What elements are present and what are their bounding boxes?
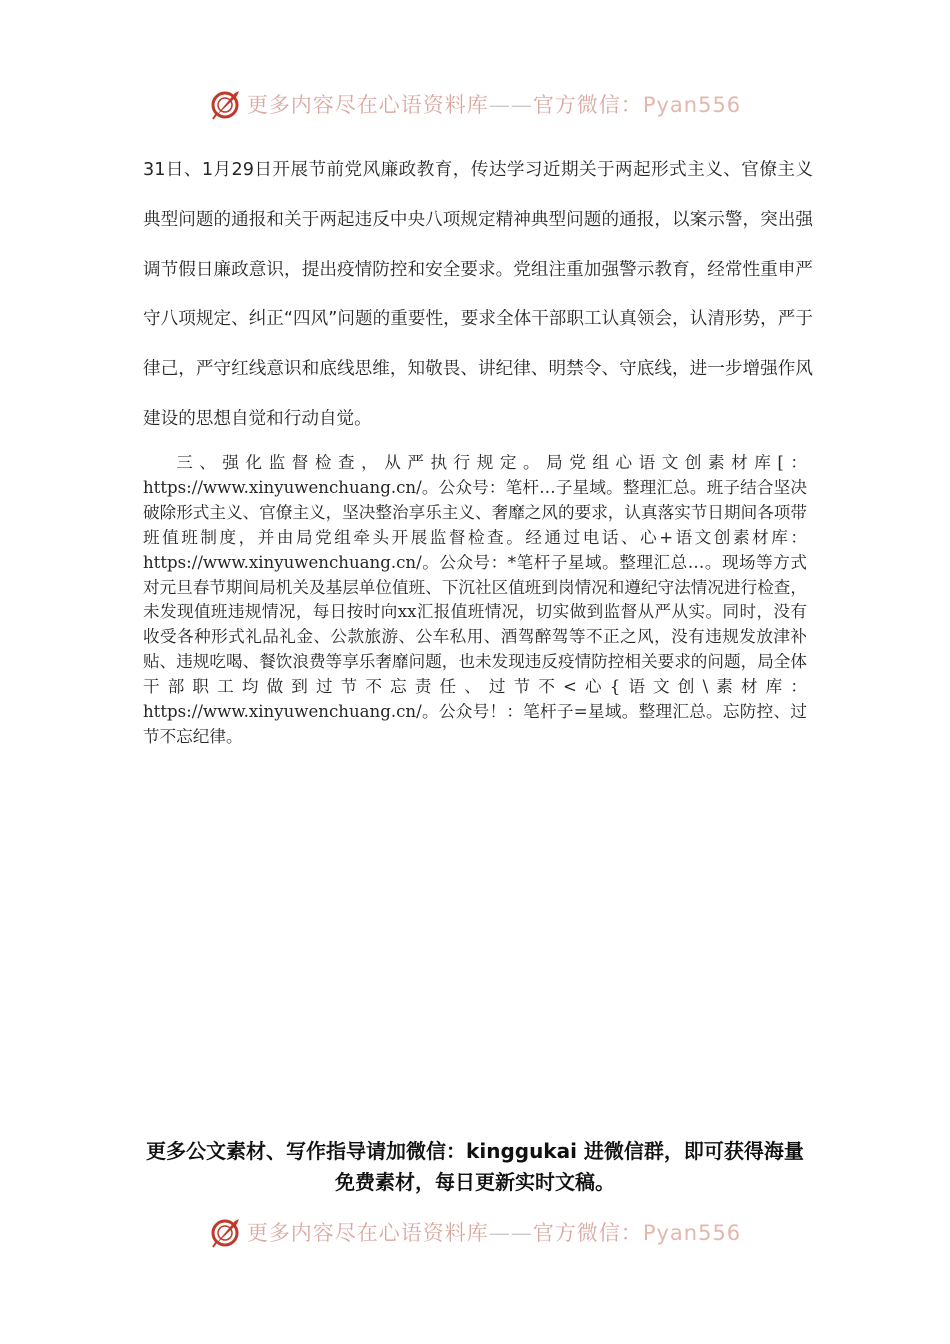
footer-account-id: Pyan556	[642, 1221, 742, 1245]
promo-text: 更多公文素材、写作指导请加微信：kinggukai 进微信群，即可获得海量免费素材，每日更新实时文稿。	[146, 1139, 804, 1194]
pen-quill-logo-icon	[209, 1215, 243, 1249]
footer-banner-text	[247, 1217, 741, 1247]
body-paragraph-2: 三、强化监督检查，从严执行规定。局党组心语文创素材库[：https://www.xinyuwenchuang.cn/。公众号：笔杆…子星域。整理汇总。班子结合坚决破除形式主义、官僚主义，坚决整治享乐主义、奢靡之风的要求，认真落实节日期间各项带班值班制度，并由局党组牵头开展监督检查。经通过电话、心+语文创素材库：https://www.xinyuwenchuang.cn/。公众号：*笔杆子星域。整理汇总…。现场等方式对元旦春节期间局机关及基层单位值班、下沉社区值班到岗情况和遵纪守法情况进行检查，未发现值班违规情况，每日按时向xx汇报值班情况，切实做到监督从严从实。同时，没有收受各种形式礼品礼金、公款旅游、公车私用、酒驾醉驾等不正之风，没有违规发放津补贴、违规吃喝、餐饮浪费等享乐奢靡问题，也未发现违反疫情防控相关要求的问题，局全体干部职工均做到过节不忘责任、过节不<心{语文创\素材库：https://www.xinyuwenchuang.cn/。公众号！：笔杆子=星域。整理汇总。忘防控、过节不忘纪律。	[143, 453, 807, 746]
footer-banner	[0, 1212, 950, 1252]
header-separator: ——	[488, 93, 533, 117]
header-account-label: 官方微信：	[532, 93, 643, 117]
footer-separator: ——	[488, 1221, 533, 1245]
header-account-id: Pyan556	[642, 93, 742, 117]
footer-site-name: 更多内容尽在心语资料库	[246, 1221, 489, 1245]
pen-quill-logo-icon	[209, 87, 243, 121]
footer-account-label: 官方微信：	[532, 1221, 643, 1245]
body-paragraph-1: 31日、1月29日开展节前党风廉政教育，传达学习近期关于两起形式主义、官僚主义典型问题的通报和关于两起违反中央八项规定精神典型问题的通报，以案示警，突出强调节假日廉政意识，提出疫情防控和安全要求。党组注重加强警示教育，经常性重申严守八项规定、纠正“四风”问题的重要性，要求全体干部职工认真领会，认清形势，严于律己，严守红线意识和底线思维，知敬畏、讲纪律、明禁令、守底线，进一步增强作风建设的思想自觉和行动自觉。	[143, 160, 813, 429]
header-banner	[0, 84, 950, 124]
header-site-name: 更多内容尽在心语资料库	[246, 93, 489, 117]
header-banner-text	[247, 89, 741, 119]
